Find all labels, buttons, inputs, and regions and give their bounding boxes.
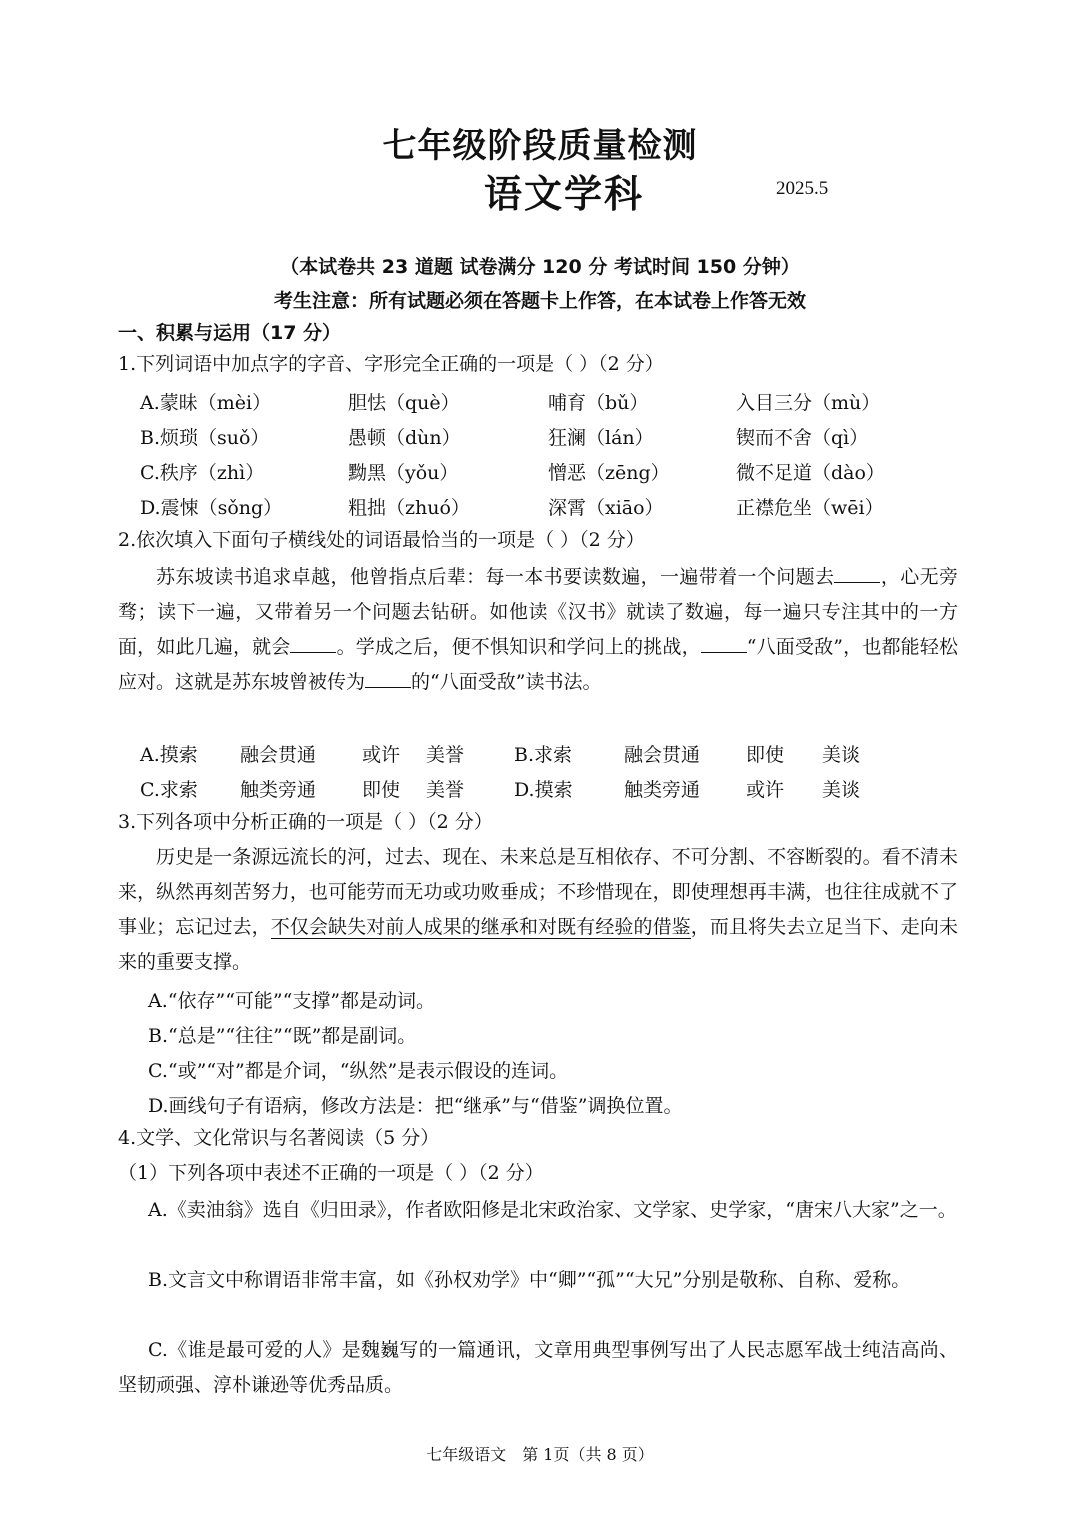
q2-d-2: 触类旁通: [624, 779, 701, 801]
exam-notice: 考生注意：所有试题必须在答题卡上作答，在本试卷上作答无效: [273, 290, 806, 312]
q2-text-4: “八面受敌”，也都能轻松应对。这就是苏东坡曾被传为: [118, 636, 958, 693]
q2-b-1: B.求索: [514, 744, 573, 766]
subject-title: 语文学科: [484, 172, 645, 216]
q2-b-4: 美谈: [822, 744, 861, 766]
q3-option-b: B.“总是”“往往”“既”都是副词。: [148, 1025, 417, 1047]
q2-c-2: 触类旁通: [240, 779, 317, 801]
q2-passage: [118, 560, 958, 700]
q2-d-1: D.摸索: [514, 779, 573, 801]
q2-stem: 2.依次填入下面句子横线处的词语最恰当的一项是（ ）（2 分）: [118, 529, 645, 551]
q4-sub1-stem: （1）下列各项中表述不正确的一项是（ ）（2 分）: [118, 1162, 544, 1184]
page-footer: 七年级语文 第 1页（共 8 页）: [426, 1445, 654, 1464]
q1-a-4: 入目三分（mù）: [736, 392, 881, 414]
q4-stem: 4.文学、文化常识与名著阅读（5 分）: [118, 1127, 440, 1149]
q2-c-3: 即使: [362, 779, 401, 801]
q3-option-a: A.“依存”“可能”“支撑”都是动词。: [148, 990, 436, 1012]
q3-text-2: ，而且将失去立足当下、走向未来的重要支撑。: [118, 916, 958, 973]
exam-info: （本试卷共 23 道题 试卷满分 120 分 考试时间 150 分钟）: [280, 256, 800, 278]
q1-b-1: B.烦琐（suǒ）: [140, 427, 270, 449]
q4-option-a: A.《卖油翁》选自《归田录》，作者欧阳修是北宋政治家、文学家、史学家，“唐宋八大家”之一。: [148, 1199, 957, 1221]
q2-blank-2: [290, 634, 336, 653]
q3-option-d: D.画线句子有语病，修改方法是：把“继承”与“借鉴”调换位置。: [148, 1095, 683, 1117]
q1-d-2: 粗拙（zhuó）: [348, 497, 470, 519]
q1-c-1: C.秩序（zhì）: [140, 462, 265, 484]
q2-c-1: C.求索: [140, 779, 198, 801]
q1-b-2: 愚顿（dùn）: [348, 427, 461, 449]
q1-stem: 1.下列词语中加点字的字音、字形完全正确的一项是（ ）（2 分）: [118, 353, 664, 375]
q2-text-5: 的“八面受敌”读书法。: [411, 671, 602, 693]
q3-stem: 3.下列各项中分析正确的一项是（ ）（2 分）: [118, 811, 493, 833]
q2-text-1: 苏东坡读书追求卓越，他曾指点后辈：每一本书要读数遍，一遍带着一个问题去: [156, 566, 835, 588]
q2-c-4: 美誉: [426, 779, 465, 801]
q1-a-2: 胆怯（què）: [348, 392, 460, 414]
q1-b-3: 狂澜（lán）: [548, 427, 654, 449]
q3-option-c: C.“或”“对”都是介词，“纵然”是表示假设的连词。: [148, 1060, 569, 1082]
section-1-title: 一、积累与运用（17 分）: [118, 322, 342, 344]
q1-a-1: A.蒙昧（mèi）: [140, 392, 272, 414]
q2-blank-4: [365, 669, 411, 688]
q3-passage: [118, 840, 958, 980]
q2-a-1: A.摸索: [140, 744, 198, 766]
q3-underlined-sentence: 不仅会缺失对前人成果的继承和对既有经验的借鉴: [270, 916, 691, 938]
q1-d-3: 深霄（xiāo）: [548, 497, 664, 519]
q1-c-2: 黝黑（yǒu）: [348, 462, 459, 484]
q2-a-4: 美誉: [426, 744, 465, 766]
q2-a-3: 或许: [362, 744, 401, 766]
q1-d-1: D.震悚（sǒng）: [140, 497, 283, 519]
q2-b-3: 即使: [746, 744, 785, 766]
q2-text-3: 。学成之后，便不惧知识和学问上的挑战，: [336, 636, 701, 658]
q4-option-b: B.文言文中称谓语非常丰富，如《孙权劝学》中“卿”“孤”“大兄”分别是敬称、自称、爱称。: [148, 1269, 911, 1291]
q2-d-3: 或许: [746, 779, 785, 801]
q2-blank-3: [701, 634, 747, 653]
q2-a-2: 融会贯通: [240, 744, 317, 766]
q2-blank-1: [834, 564, 880, 583]
q1-c-4: 微不足道（dào）: [736, 462, 885, 484]
exam-date: 2025.5: [776, 178, 829, 199]
q3-text-1: 历史是一条源远流长的河，过去、现在、未来总是互相依存、不可分割、不容断裂的。看不清未来，纵然再刻苦努力，也可能劳而无功或功败垂成；不珍惜现在，即使理想再丰满，也往往成就不了事业；忘记过去，: [118, 846, 958, 938]
q1-c-3: 憎恶（zēng）: [548, 462, 670, 484]
q1-a-3: 哺育（bǔ）: [548, 392, 649, 414]
exam-title: 七年级阶段质量检测: [382, 126, 698, 166]
q2-text-2: ，心无旁骛；读下一遍，又带着另一个问题去钻研。如他读《汉书》就读了数遍，每一遍只专注其中的一方面，如此几遍，就会: [118, 566, 958, 658]
q4-option-c: C.《谁是最可爱的人》是魏巍写的一篇通讯，文章用典型事例写出了人民志愿军战士纯洁高尚、坚韧顽强、淳朴谦逊等优秀品质。: [118, 1339, 958, 1396]
q2-b-2: 融会贯通: [624, 744, 701, 766]
q1-b-4: 锲而不舍（qì）: [736, 427, 869, 449]
q1-d-4: 正襟危坐（wēi）: [736, 497, 884, 519]
q2-d-4: 美谈: [822, 779, 861, 801]
